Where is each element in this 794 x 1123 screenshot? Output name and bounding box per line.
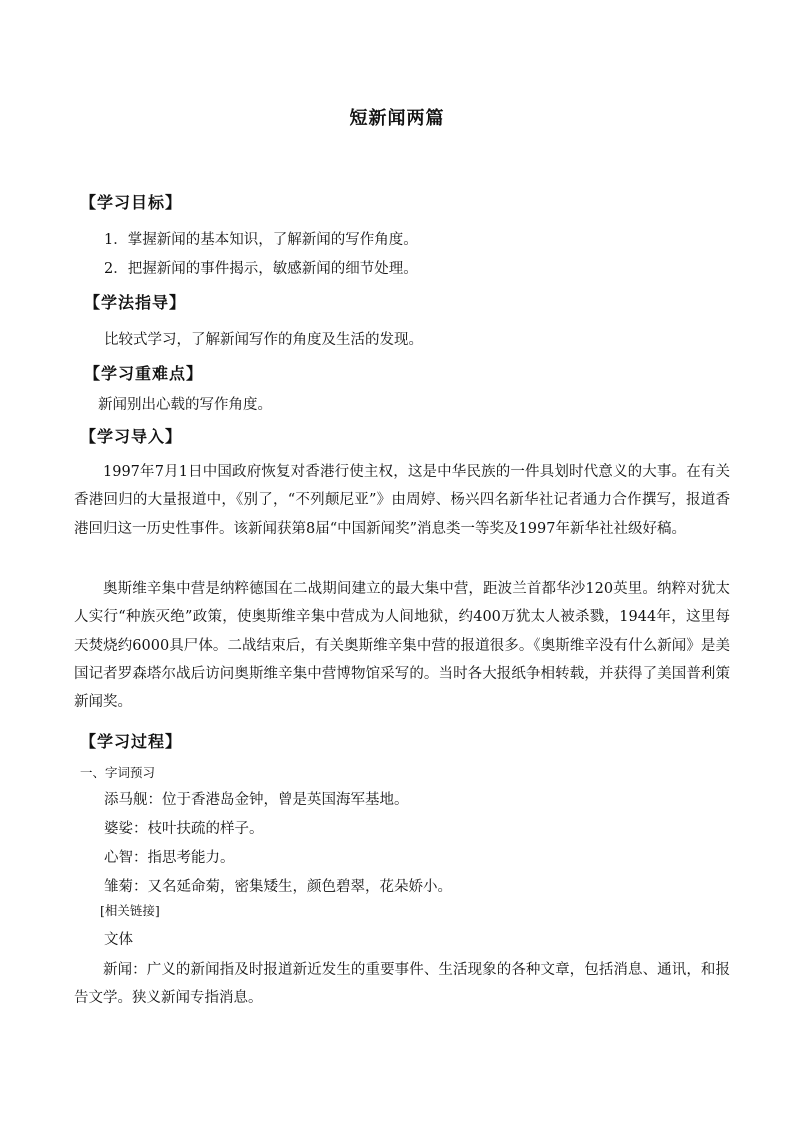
heading-study-intro: 【学习导入】 xyxy=(80,427,183,446)
page-title: 短新闻两篇 xyxy=(349,108,445,129)
heading-key-points: 【学习重难点】 xyxy=(84,364,204,383)
related-links-label: [相关链接] xyxy=(100,903,160,918)
heading-study-method: 【学法指导】 xyxy=(84,293,187,312)
vocab-item-2: 婆娑：枝叶扶疏的样子。 xyxy=(104,821,264,837)
news-definition: 新闻：广义的新闻指及时报道新近发生的重要事件、生活现象的各种文章，包括消息、通讯，和报告文学。狭义新闻专指消息。 xyxy=(74,962,730,1007)
genre-label: 文体 xyxy=(104,932,133,948)
intro-paragraph-1: 1997年7月1日中国政府恢复对香港行使主权，这是中华民族的一件具划时代意义的大事。在有关香港回归的大量报道中，《别了，“不列颠尼亚”》由周婷、杨兴四名新华社记者通力合作撰写，报道香港回归这一历史性事件。该新闻获第8届“中国新闻奖”消息类一等奖及1997年新华社社级好稿。 xyxy=(74,464,730,537)
subheading-vocab-preview: 一、字词预习 xyxy=(80,765,156,780)
key-points-text: 新闻别出心载的写作角度。 xyxy=(98,397,272,413)
heading-study-process: 【学习过程】 xyxy=(80,732,183,751)
goal-item-1: 1．掌握新闻的基本知识，了解新闻的写作角度。 xyxy=(104,232,418,248)
goal-item-2: 2．把握新闻的事件揭示，敏感新闻的细节处理。 xyxy=(104,261,418,277)
vocab-item-1: 添马舰：位于香港岛金钟，曾是英国海军基地。 xyxy=(104,792,409,808)
intro-paragraph-2: 奥斯维辛集中营是纳粹德国在二战期间建立的最大集中营，距波兰首都华沙120英里。纳粹对犹太人实行“种族灭绝”政策，使奥斯维辛集中营成为人间地狱，约400万犹太人被杀戮，1944年，这里每天焚烧约6000具尸体。二战结束后，有关奥斯维辛集中营的报道很多。《奥斯维辛没有什么新闻》是美国记者罗森塔尔战后访问奥斯维辛集中营博物馆采写的。当时各大报纸争相转载，并获得了美国普利策新闻奖。 xyxy=(74,581,730,711)
vocab-item-4: 雏菊：又名延命菊，密集矮生，颜色碧翠，花朵娇小。 xyxy=(104,879,452,895)
vocab-item-3: 心智：指思考能力。 xyxy=(104,850,235,866)
heading-learning-goals: 【学习目标】 xyxy=(80,193,183,212)
study-method-text: 比较式学习，了解新闻写作的角度及生活的发现。 xyxy=(104,332,423,348)
